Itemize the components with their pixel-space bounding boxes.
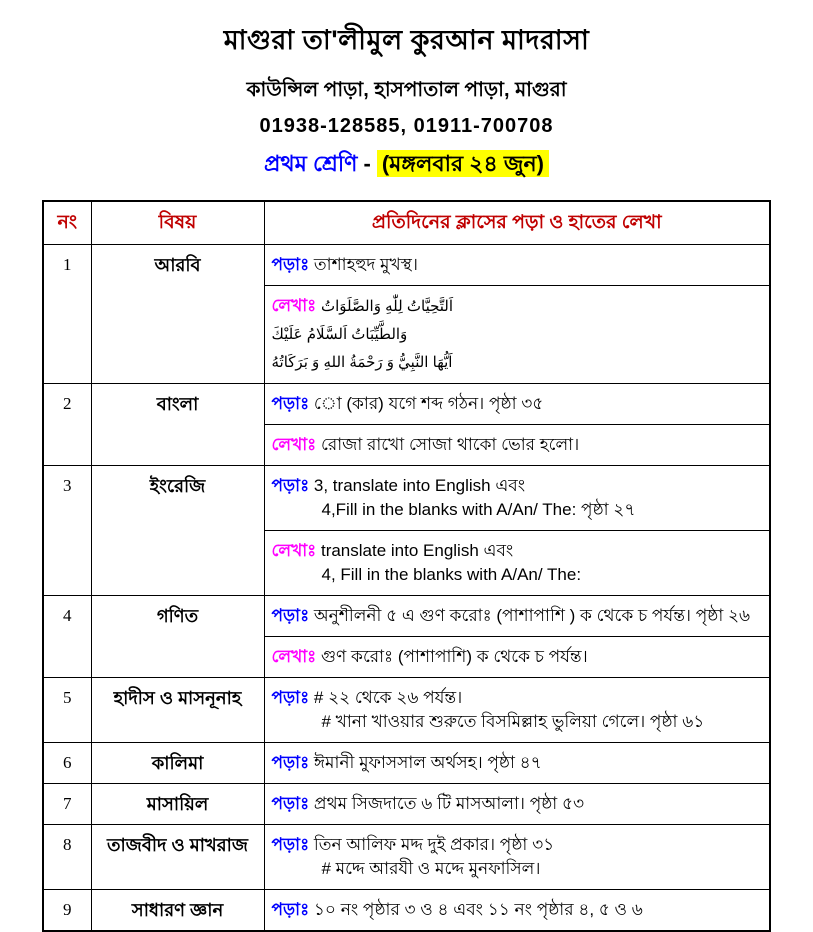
pora-cell [264, 743, 770, 784]
pora-label: পড়াঃ [271, 476, 310, 495]
pora-label: পড়াঃ [271, 900, 310, 919]
pora-cell [264, 384, 770, 425]
pora-text: ১০ নং পৃষ্ঠার ৩ ও ৪ এবং ১১ নং পৃষ্ঠার ৪, ৫ ও ৬ [313, 900, 643, 919]
subject-name: বাংলা [91, 384, 264, 466]
address-line: কাউন্সিল পাড়া, হাসপাতাল পাড়া, মাগুরা [246, 79, 567, 101]
pora-cell [264, 825, 770, 890]
row-number: 2 [43, 384, 91, 466]
table-header-row [43, 201, 770, 245]
class-and-date-line [0, 147, 813, 184]
row-number: 6 [43, 743, 91, 784]
lekha-label: লেখাঃ [271, 435, 317, 454]
lekha-label: লেখাঃ [271, 541, 317, 560]
pora-text: অনুশীলনী ৫ এ গুণ করোঃ (পাশাপাশি ) ক থেকে চ পর্যন্ত। পৃষ্ঠা ২৬ [313, 606, 751, 625]
pora-cell [264, 890, 770, 932]
pora-text: # খানা খাওয়ার শুরুতে বিসমিল্লাহ ভুলিয়া গেলে। পৃষ্ঠা ৬১ [321, 712, 705, 731]
pora-label: পড়াঃ [271, 794, 310, 813]
column-header-lesson: প্রতিদিনের ক্লাসের পড়া ও হাতের লেখা [264, 201, 770, 245]
pora-text: # মদ্দে আরযী ও মদ্দে মুনফাসিল। [321, 859, 541, 878]
pora-text: ো (কার) যগে শব্দ গঠন। পৃষ্ঠা ৩৫ [341, 394, 544, 413]
lekha-cell [264, 637, 770, 678]
pora-cell [264, 466, 770, 531]
pora-cell [264, 678, 770, 743]
phone-numbers: 01938-128585, 01911-700708 [259, 115, 554, 137]
pora-text: তাশাহহুদ মুখস্থ। [313, 255, 418, 274]
lekha-text: গুণ করোঃ (পাশাপাশি) ক থেকে চ পর্যন্ত। [320, 647, 588, 666]
pora-cell [264, 245, 770, 286]
lekha-text: translate into English এবং [320, 541, 514, 560]
table-row [43, 466, 770, 531]
table-row [43, 890, 770, 932]
row-number: 1 [43, 245, 91, 384]
lekha-text: وَالطَّيِّبَاتُ اَلسَّلَامُ عَلَيْكَ [271, 326, 408, 343]
column-header-subject: বিষয় [91, 201, 264, 245]
pora-text: # ২২ থেকে ২৬ পর্যন্ত। [313, 688, 463, 707]
pora-label: পড়াঃ [271, 688, 310, 707]
pora-label: পড়াঃ [271, 753, 310, 772]
row-number: 7 [43, 784, 91, 825]
pora-text: 4,Fill in the blanks with A/An/ The: পৃষ্ঠা ২৭ [321, 500, 636, 519]
pora-label: পড়াঃ [271, 606, 310, 625]
table-row [43, 245, 770, 286]
lekha-label: লেখাঃ [271, 296, 317, 315]
class-name: প্রথম শ্রেণি [263, 151, 358, 176]
row-number: 4 [43, 596, 91, 678]
table-row [43, 596, 770, 637]
pora-label: পড়াঃ [271, 394, 310, 413]
pora-text: প্রথম সিজদাতে ৬ টি মাসআলা। পৃষ্ঠা ৫৩ [313, 794, 585, 813]
subject-name: ইংরেজি [91, 466, 264, 596]
lekha-text: اَلتَّحِيَّاتُ لِلّٰهِ وَالصَّلَوَاتُ [320, 298, 454, 315]
subject-name: তাজবীদ ও মাখরাজ [91, 825, 264, 890]
subject-name: আরবি [91, 245, 264, 384]
lekha-cell [264, 531, 770, 596]
row-number: 9 [43, 890, 91, 932]
pora-cell [264, 596, 770, 637]
table-row [43, 678, 770, 743]
date-highlight: (মঙ্গলবার ২৪ জুন) [377, 150, 549, 177]
row-number: 5 [43, 678, 91, 743]
subject-name: হাদীস ও মাসনূনাহ [91, 678, 264, 743]
table-row [43, 743, 770, 784]
table-row [43, 825, 770, 890]
pora-label: পড়াঃ [271, 255, 310, 274]
pora-text: 3, translate into English এবং [313, 476, 526, 495]
table-row [43, 384, 770, 425]
lekha-cell [264, 425, 770, 466]
subject-name: সাধারণ জ্ঞান [91, 890, 264, 932]
lekha-text: 4, Fill in the blanks with A/An/ The: [321, 565, 582, 584]
lekha-cell [264, 286, 770, 384]
column-header-no: নং [43, 201, 91, 245]
subject-name: গণিত [91, 596, 264, 678]
pora-label: পড়াঃ [271, 835, 310, 854]
lekha-text: اَيُّهَا النَّبِيُّ وَ رَحْمَةُ اللهِ وَ بَرَكَاتُهُ [271, 354, 453, 371]
document-header [0, 20, 813, 184]
lekha-text: রোজা রাখো সোজা থাকো ভোর হলো। [320, 435, 580, 454]
subject-name: মাসায়িল [91, 784, 264, 825]
pora-cell [264, 784, 770, 825]
page-title: মাগুরা তা'লীমুল কুরআন মাদরাসা [223, 25, 590, 55]
pora-text: ঈমানী মুফাসসাল অর্থসহ। পৃষ্ঠা ৪৭ [313, 753, 542, 772]
lekha-label: লেখাঃ [271, 647, 317, 666]
subject-name: কালিমা [91, 743, 264, 784]
separator-dash: - [363, 151, 371, 176]
row-number: 3 [43, 466, 91, 596]
pora-text: তিন আলিফ মদ্দ দুই প্রকার। পৃষ্ঠা ৩১ [313, 835, 555, 854]
row-number: 8 [43, 825, 91, 890]
lesson-table [42, 200, 771, 932]
table-row [43, 784, 770, 825]
